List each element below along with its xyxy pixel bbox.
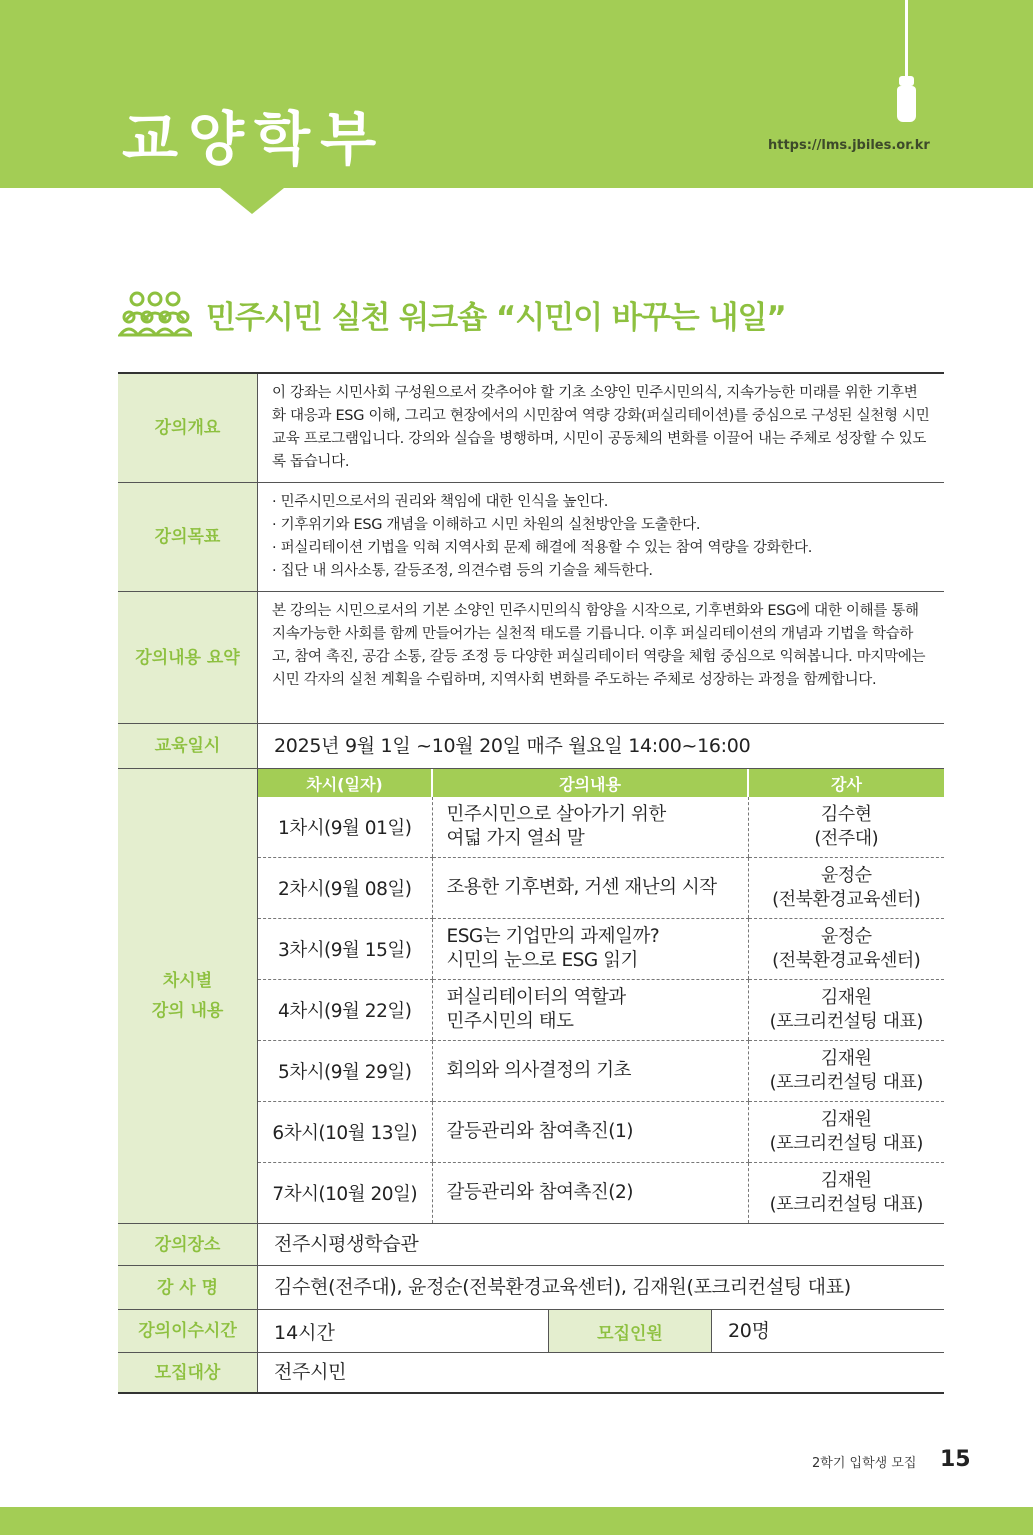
topic-line: 조용한 기후변화, 거센 재난의 시작 [446, 877, 717, 898]
session-cell: 5차시(9월 29일) [258, 1041, 432, 1102]
topic-line: 민주시민의 태도 [446, 1011, 574, 1032]
summary-text: 본 강의는 시민으로서의 기본 소양인 민주시민의식 함양을 시작으로, 기후변화와 ESG에 대한 이해를 통해 지속가능한 사회를 함께 만들어가는 실천적 태도를 기릅니다. 이후 퍼실리테이션의 개념과 기법을 학습하고, 참여 촉진, 공감 소통, 갈등 조정 등 다양한 퍼실리테이터 역량을 체험 중심으로 익혀봅니다. 마지막에는 시민 각자의 실천 계획을 수립하며, 지역사회 변화를 주도하는 주체로 성장하는 과정을 함께합니다. [272, 603, 926, 688]
instructor-affiliation: (전주대) [814, 828, 879, 849]
table-row [258, 1041, 944, 1102]
topic-cell [432, 858, 748, 919]
bottom-bar [0, 1507, 1033, 1535]
tassel-knot [899, 76, 914, 86]
row-summary [118, 592, 944, 724]
topic-line: 여덟 가지 열쇠 말 [446, 828, 585, 849]
instructor-affiliation: (전북환경교육센터) [772, 950, 921, 971]
venue-text: 전주시평생학습관 [274, 1233, 419, 1255]
schedule-header-row [258, 769, 944, 797]
instructor-name: 윤정순 [820, 926, 872, 947]
instructor-affiliation: (전북환경교육센터) [772, 889, 921, 910]
course-title: 민주시민 실천 워크숍 “시민이 바꾸는 내일” [206, 299, 786, 336]
schedule-label-line2: 강의 내용 [151, 1001, 224, 1021]
summary-label: 강의내용 요약 [118, 592, 258, 723]
table-row [258, 1163, 944, 1224]
instructor-cell [748, 1163, 944, 1224]
instructor-name: 김재원 [820, 1170, 872, 1191]
goal-item: · 기후위기와 ESG 개념을 이해하고 시민 차원의 실천방안을 도출한다. [272, 517, 701, 533]
instructor-cell [748, 1041, 944, 1102]
datetime-text: 2025년 9월 1일 ~10월 20일 매주 월요일 14:00~16:00 [274, 734, 751, 757]
goals-list [258, 483, 944, 591]
schedule-table [258, 769, 944, 1223]
table-row [258, 919, 944, 980]
target-label: 모집대상 [118, 1353, 258, 1392]
instructor-name: 김재원 [820, 1109, 872, 1130]
overview-text: 이 강좌는 시민사회 구성원으로서 갖추어야 할 기초 소양인 민주시민의식, 지속가능한 미래를 위한 기후변화 대응과 ESG 이해, 그리고 현장에서의 시민참여 역량 강화(퍼실리테이션)를 중심으로 구성된 실천형 시민교육 프로그램입니다. 강의와 실습을 병행하며, 시민이 공동체의 변화를 이끌어 내는 주체로 성장할 수 있도록 돕습니다. [272, 385, 930, 470]
row-target [118, 1353, 944, 1392]
topic-line: 민주시민으로 살아가기 위한 [446, 804, 666, 825]
row-hours [118, 1310, 944, 1353]
topic-line: 회의와 의사결정의 기초 [446, 1060, 631, 1081]
instructors-text: 김수현(전주대), 윤정순(전북환경교육센터), 김재원(포크리컨설팅 대표) [274, 1276, 851, 1298]
schedule-label [118, 769, 258, 1223]
instructor-name: 김재원 [820, 987, 872, 1008]
row-overview [118, 374, 944, 483]
goal-item: · 집단 내 의사소통, 갈등조정, 의견수렴 등의 기술을 체득한다. [272, 563, 653, 579]
topic-cell [432, 1041, 748, 1102]
venue-label: 강의장소 [118, 1224, 258, 1265]
table-row [258, 797, 944, 858]
session-cell: 3차시(9월 15일) [258, 919, 432, 980]
header-pointer [220, 188, 284, 214]
instructor-cell [748, 797, 944, 858]
topic-line: 갈등관리와 참여촉진(1) [446, 1121, 633, 1142]
people-group-icon [118, 290, 192, 338]
header-session: 차시(일자) [258, 769, 432, 797]
row-goals [118, 483, 944, 592]
header-instructor: 강사 [748, 769, 944, 797]
instructor-affiliation: (포크리컨설팅 대표) [769, 1011, 923, 1032]
row-instructors [118, 1266, 944, 1310]
instructor-name: 김재원 [820, 1048, 872, 1069]
session-cell: 4차시(9월 22일) [258, 980, 432, 1041]
instructor-affiliation: (포크리컨설팅 대표) [769, 1133, 923, 1154]
topic-cell [432, 1163, 748, 1224]
session-cell: 2차시(9월 08일) [258, 858, 432, 919]
topic-line: 시민의 눈으로 ESG 읽기 [446, 950, 638, 971]
session-cell: 1차시(9월 01일) [258, 797, 432, 858]
hours-text: 14시간 [274, 1321, 335, 1344]
table-row [258, 858, 944, 919]
topic-cell [432, 1102, 748, 1163]
dept-title: 교양학부 [122, 105, 387, 173]
hours-label: 강의이수시간 [118, 1310, 258, 1352]
tassel-body [897, 86, 916, 122]
instructor-name: 윤정순 [820, 865, 872, 886]
instructor-name: 김수현 [820, 804, 872, 825]
instructor-cell [748, 858, 944, 919]
session-cell: 6차시(10월 13일) [258, 1102, 432, 1163]
recruit-label: 모집인원 [548, 1310, 712, 1352]
header-topic: 강의내용 [432, 769, 748, 797]
table-row [258, 980, 944, 1041]
footer-text: 2학기 입학생 모집 [812, 1456, 917, 1471]
instructor-affiliation: (포크리컨설팅 대표) [769, 1194, 923, 1215]
topic-line: 퍼실리테이터의 역할과 [446, 987, 626, 1008]
instructors-label: 강 사 명 [118, 1266, 258, 1309]
schedule-label-line1: 차시별 [162, 971, 213, 991]
goal-item: · 민주시민으로서의 권리와 책임에 대한 인식을 높인다. [272, 494, 609, 510]
topic-cell [432, 980, 748, 1041]
topic-cell [432, 919, 748, 980]
topic-line: ESG는 기업만의 과제일까? [446, 926, 660, 947]
instructor-cell [748, 919, 944, 980]
instructor-cell [748, 1102, 944, 1163]
topic-line: 갈등관리와 참여촉진(2) [446, 1182, 633, 1203]
row-datetime [118, 724, 944, 769]
row-venue [118, 1224, 944, 1266]
datetime-label: 교육일시 [118, 724, 258, 768]
tassel-icon [905, 0, 908, 80]
session-cell: 7차시(10월 20일) [272, 1184, 418, 1205]
table-row [258, 1102, 944, 1163]
recruit-text: 20명 [728, 1319, 770, 1342]
target-text: 전주시민 [274, 1361, 347, 1383]
topic-cell [432, 797, 748, 858]
instructor-cell [748, 980, 944, 1041]
overview-label: 강의개요 [118, 374, 258, 482]
page-number: 15 [940, 1447, 971, 1472]
site-url[interactable]: https://lms.jbiles.or.kr [768, 138, 930, 153]
course-heading [118, 284, 786, 344]
goals-label: 강의목표 [118, 483, 258, 591]
row-schedule [118, 769, 944, 1224]
goal-item: · 퍼실리테이션 기법을 익혀 지역사회 문제 해결에 적용할 수 있는 참여 역량을 강화한다. [272, 540, 813, 556]
instructor-affiliation: (포크리컨설팅 대표) [769, 1072, 923, 1093]
course-info-table [118, 372, 944, 1394]
